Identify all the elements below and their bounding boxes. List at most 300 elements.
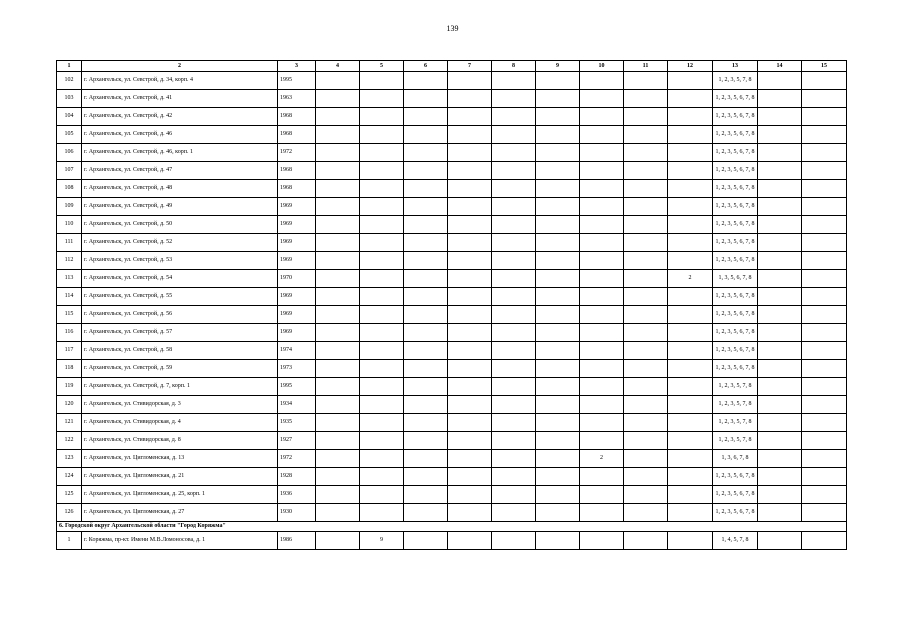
column-9-cell bbox=[536, 468, 580, 486]
column-5-cell bbox=[360, 234, 404, 252]
column-header-3: 3 bbox=[278, 61, 316, 72]
column-12-cell bbox=[668, 234, 713, 252]
column-11-cell bbox=[624, 324, 668, 342]
column-10-cell bbox=[580, 414, 624, 432]
column-13-cell: 1, 2, 3, 5, 7, 8 bbox=[713, 432, 758, 450]
column-5-cell bbox=[360, 90, 404, 108]
column-11-cell bbox=[624, 306, 668, 324]
column-6-cell bbox=[404, 532, 448, 550]
year-cell: 1969 bbox=[278, 216, 316, 234]
column-12-cell bbox=[668, 532, 713, 550]
address-cell: г. Архангельск, ул. Севстрой, д. 55 bbox=[82, 288, 278, 306]
column-12-cell bbox=[668, 216, 713, 234]
column-11-cell bbox=[624, 108, 668, 126]
column-13-cell: 1, 2, 3, 5, 6, 7, 8 bbox=[713, 468, 758, 486]
column-10-cell bbox=[580, 360, 624, 378]
column-12-cell bbox=[668, 360, 713, 378]
year-cell: 1968 bbox=[278, 108, 316, 126]
column-15-cell bbox=[802, 108, 847, 126]
column-9-cell bbox=[536, 324, 580, 342]
column-14-cell bbox=[758, 72, 802, 90]
column-9-cell bbox=[536, 90, 580, 108]
column-5-cell bbox=[360, 162, 404, 180]
column-4-cell bbox=[316, 180, 360, 198]
column-4-cell bbox=[316, 288, 360, 306]
column-11-cell bbox=[624, 198, 668, 216]
address-cell: г. Архангельск, ул. Севстрой, д. 41 bbox=[82, 90, 278, 108]
column-10-cell bbox=[580, 396, 624, 414]
column-7-cell bbox=[448, 414, 492, 432]
column-6-cell bbox=[404, 378, 448, 396]
column-11-cell bbox=[624, 288, 668, 306]
column-15-cell bbox=[802, 252, 847, 270]
column-10-cell bbox=[580, 270, 624, 288]
table-row bbox=[57, 162, 847, 180]
column-5-cell bbox=[360, 486, 404, 504]
year-cell: 1972 bbox=[278, 450, 316, 468]
column-8-cell bbox=[492, 306, 536, 324]
column-4-cell bbox=[316, 72, 360, 90]
column-6-cell bbox=[404, 324, 448, 342]
row-number-cell: 121 bbox=[57, 414, 82, 432]
column-13-cell: 1, 2, 3, 5, 6, 7, 8 bbox=[713, 360, 758, 378]
column-5-cell bbox=[360, 144, 404, 162]
column-12-cell bbox=[668, 180, 713, 198]
table-row bbox=[57, 306, 847, 324]
column-header-14: 14 bbox=[758, 61, 802, 72]
year-cell: 1936 bbox=[278, 486, 316, 504]
column-10-cell bbox=[580, 468, 624, 486]
column-10-cell bbox=[580, 126, 624, 144]
column-13-cell: 1, 2, 3, 5, 6, 7, 8 bbox=[713, 486, 758, 504]
column-11-cell bbox=[624, 162, 668, 180]
column-8-cell bbox=[492, 288, 536, 306]
row-number-cell: 1 bbox=[57, 532, 82, 550]
column-10-cell bbox=[580, 532, 624, 550]
column-14-cell bbox=[758, 342, 802, 360]
column-14-cell bbox=[758, 378, 802, 396]
column-7-cell bbox=[448, 486, 492, 504]
column-4-cell bbox=[316, 360, 360, 378]
column-15-cell bbox=[802, 306, 847, 324]
column-8-cell bbox=[492, 342, 536, 360]
column-6-cell bbox=[404, 504, 448, 522]
column-5-cell bbox=[360, 270, 404, 288]
table-row bbox=[57, 270, 847, 288]
column-5-cell bbox=[360, 360, 404, 378]
column-14-cell bbox=[758, 216, 802, 234]
table-row bbox=[57, 144, 847, 162]
table-row bbox=[57, 216, 847, 234]
column-8-cell bbox=[492, 72, 536, 90]
column-8-cell bbox=[492, 432, 536, 450]
column-13-cell: 1, 2, 3, 5, 6, 7, 8 bbox=[713, 108, 758, 126]
column-12-cell bbox=[668, 162, 713, 180]
column-15-cell bbox=[802, 162, 847, 180]
column-6-cell bbox=[404, 180, 448, 198]
year-cell: 1995 bbox=[278, 378, 316, 396]
year-cell: 1968 bbox=[278, 126, 316, 144]
column-14-cell bbox=[758, 288, 802, 306]
column-header-9: 9 bbox=[536, 61, 580, 72]
column-7-cell bbox=[448, 180, 492, 198]
row-number-cell: 117 bbox=[57, 342, 82, 360]
row-number-cell: 123 bbox=[57, 450, 82, 468]
column-4-cell bbox=[316, 90, 360, 108]
row-number-cell: 103 bbox=[57, 90, 82, 108]
column-5-cell bbox=[360, 252, 404, 270]
column-12-cell bbox=[668, 144, 713, 162]
table-row bbox=[57, 198, 847, 216]
column-8-cell bbox=[492, 252, 536, 270]
column-8-cell bbox=[492, 198, 536, 216]
column-13-cell: 1, 2, 3, 5, 6, 7, 8 bbox=[713, 252, 758, 270]
column-9-cell bbox=[536, 486, 580, 504]
year-cell: 1930 bbox=[278, 504, 316, 522]
table-row bbox=[57, 234, 847, 252]
column-14-cell bbox=[758, 486, 802, 504]
table-row bbox=[57, 324, 847, 342]
column-9-cell bbox=[536, 378, 580, 396]
address-cell: г. Архангельск, ул. Севстрой, д. 49 bbox=[82, 198, 278, 216]
column-8-cell bbox=[492, 324, 536, 342]
column-13-cell: 1, 2, 3, 5, 6, 7, 8 bbox=[713, 216, 758, 234]
column-9-cell bbox=[536, 532, 580, 550]
column-8-cell bbox=[492, 396, 536, 414]
table-row bbox=[57, 108, 847, 126]
column-7-cell bbox=[448, 432, 492, 450]
column-4-cell bbox=[316, 108, 360, 126]
column-15-cell bbox=[802, 378, 847, 396]
address-cell: г. Архангельск, ул. Севстрой, д. 50 bbox=[82, 216, 278, 234]
column-4-cell bbox=[316, 486, 360, 504]
column-5-cell bbox=[360, 432, 404, 450]
column-12-cell bbox=[668, 306, 713, 324]
column-10-cell bbox=[580, 378, 624, 396]
column-header-12: 12 bbox=[668, 61, 713, 72]
column-13-cell: 1, 2, 3, 5, 6, 7, 8 bbox=[713, 504, 758, 522]
column-10-cell bbox=[580, 324, 624, 342]
column-15-cell bbox=[802, 198, 847, 216]
column-5-cell: 9 bbox=[360, 532, 404, 550]
column-13-cell: 1, 2, 3, 5, 6, 7, 8 bbox=[713, 234, 758, 252]
row-number-cell: 112 bbox=[57, 252, 82, 270]
column-14-cell bbox=[758, 162, 802, 180]
column-6-cell bbox=[404, 144, 448, 162]
column-13-cell: 1, 2, 3, 5, 7, 8 bbox=[713, 72, 758, 90]
column-14-cell bbox=[758, 306, 802, 324]
column-5-cell bbox=[360, 216, 404, 234]
column-14-cell bbox=[758, 126, 802, 144]
column-4-cell bbox=[316, 342, 360, 360]
column-7-cell bbox=[448, 90, 492, 108]
row-number-cell: 104 bbox=[57, 108, 82, 126]
column-8-cell bbox=[492, 486, 536, 504]
column-header-4: 4 bbox=[316, 61, 360, 72]
column-12-cell bbox=[668, 90, 713, 108]
column-13-cell: 1, 2, 3, 5, 6, 7, 8 bbox=[713, 342, 758, 360]
year-cell: 1963 bbox=[278, 90, 316, 108]
column-header-11: 11 bbox=[624, 61, 668, 72]
column-8-cell bbox=[492, 180, 536, 198]
section-header-row bbox=[57, 522, 847, 532]
address-cell: г. Архангельск, ул. Севстрой, д. 54 bbox=[82, 270, 278, 288]
column-8-cell bbox=[492, 532, 536, 550]
column-13-cell: 1, 2, 3, 5, 6, 7, 8 bbox=[713, 180, 758, 198]
column-5-cell bbox=[360, 108, 404, 126]
column-14-cell bbox=[758, 324, 802, 342]
column-8-cell bbox=[492, 504, 536, 522]
column-header-5: 5 bbox=[360, 61, 404, 72]
column-6-cell bbox=[404, 90, 448, 108]
column-6-cell bbox=[404, 234, 448, 252]
column-11-cell bbox=[624, 252, 668, 270]
address-cell: г. Архангельск, ул. Севстрой, д. 58 bbox=[82, 342, 278, 360]
column-12-cell bbox=[668, 288, 713, 306]
address-cell: г. Архангельск, ул. Севстрой, д. 46, корп. 1 bbox=[82, 144, 278, 162]
row-number-cell: 120 bbox=[57, 396, 82, 414]
column-15-cell bbox=[802, 450, 847, 468]
row-number-cell: 116 bbox=[57, 324, 82, 342]
column-11-cell bbox=[624, 468, 668, 486]
row-number-cell: 107 bbox=[57, 162, 82, 180]
column-14-cell bbox=[758, 532, 802, 550]
column-10-cell: 2 bbox=[580, 450, 624, 468]
column-7-cell bbox=[448, 216, 492, 234]
column-10-cell bbox=[580, 90, 624, 108]
housing-register-table bbox=[56, 60, 847, 550]
column-15-cell bbox=[802, 342, 847, 360]
column-6-cell bbox=[404, 162, 448, 180]
column-11-cell bbox=[624, 216, 668, 234]
column-9-cell bbox=[536, 252, 580, 270]
column-9-cell bbox=[536, 108, 580, 126]
column-13-cell: 1, 2, 3, 5, 6, 7, 8 bbox=[713, 324, 758, 342]
column-11-cell bbox=[624, 432, 668, 450]
column-10-cell bbox=[580, 162, 624, 180]
table-row bbox=[57, 180, 847, 198]
column-14-cell bbox=[758, 108, 802, 126]
column-header-15: 15 bbox=[802, 61, 847, 72]
column-13-cell: 1, 2, 3, 5, 6, 7, 8 bbox=[713, 162, 758, 180]
row-number-cell: 113 bbox=[57, 270, 82, 288]
table-row bbox=[57, 252, 847, 270]
column-12-cell bbox=[668, 198, 713, 216]
column-14-cell bbox=[758, 252, 802, 270]
column-6-cell bbox=[404, 252, 448, 270]
column-15-cell bbox=[802, 396, 847, 414]
column-13-cell: 1, 2, 3, 5, 6, 7, 8 bbox=[713, 288, 758, 306]
column-8-cell bbox=[492, 126, 536, 144]
column-11-cell bbox=[624, 270, 668, 288]
column-15-cell bbox=[802, 532, 847, 550]
address-cell: г. Архангельск, ул. Севстрой, д. 47 bbox=[82, 162, 278, 180]
column-6-cell bbox=[404, 72, 448, 90]
row-number-cell: 122 bbox=[57, 432, 82, 450]
table-row bbox=[57, 396, 847, 414]
row-number-cell: 102 bbox=[57, 72, 82, 90]
column-6-cell bbox=[404, 396, 448, 414]
column-12-cell bbox=[668, 450, 713, 468]
year-cell: 1969 bbox=[278, 198, 316, 216]
table-row bbox=[57, 532, 847, 550]
address-cell: г. Архангельск, ул. Стивидорская, д. 8 bbox=[82, 432, 278, 450]
column-13-cell: 1, 2, 3, 5, 7, 8 bbox=[713, 396, 758, 414]
column-4-cell bbox=[316, 144, 360, 162]
column-12-cell bbox=[668, 342, 713, 360]
column-11-cell bbox=[624, 234, 668, 252]
row-number-cell: 106 bbox=[57, 144, 82, 162]
column-13-cell: 1, 2, 3, 5, 6, 7, 8 bbox=[713, 90, 758, 108]
row-number-cell: 105 bbox=[57, 126, 82, 144]
column-14-cell bbox=[758, 180, 802, 198]
column-8-cell bbox=[492, 234, 536, 252]
table-row bbox=[57, 486, 847, 504]
year-cell: 1969 bbox=[278, 306, 316, 324]
column-15-cell bbox=[802, 360, 847, 378]
row-number-cell: 124 bbox=[57, 468, 82, 486]
column-8-cell bbox=[492, 378, 536, 396]
column-13-cell: 1, 2, 3, 5, 7, 8 bbox=[713, 378, 758, 396]
address-cell: г. Коряжма, пр-кт. Имени М.В.Ломоносова, д. 1 bbox=[82, 532, 278, 550]
row-number-cell: 126 bbox=[57, 504, 82, 522]
column-7-cell bbox=[448, 378, 492, 396]
column-5-cell bbox=[360, 504, 404, 522]
column-13-cell: 1, 2, 3, 5, 6, 7, 8 bbox=[713, 306, 758, 324]
column-12-cell bbox=[668, 468, 713, 486]
column-15-cell bbox=[802, 144, 847, 162]
column-15-cell bbox=[802, 414, 847, 432]
table-row bbox=[57, 90, 847, 108]
column-4-cell bbox=[316, 450, 360, 468]
column-13-cell: 1, 3, 5, 6, 7, 8 bbox=[713, 270, 758, 288]
column-8-cell bbox=[492, 216, 536, 234]
column-10-cell bbox=[580, 234, 624, 252]
column-9-cell bbox=[536, 270, 580, 288]
year-cell: 1972 bbox=[278, 144, 316, 162]
year-cell: 1968 bbox=[278, 162, 316, 180]
table-row bbox=[57, 288, 847, 306]
column-8-cell bbox=[492, 414, 536, 432]
column-15-cell bbox=[802, 468, 847, 486]
column-4-cell bbox=[316, 234, 360, 252]
column-4-cell bbox=[316, 468, 360, 486]
column-5-cell bbox=[360, 126, 404, 144]
column-header-1: 1 bbox=[57, 61, 82, 72]
column-8-cell bbox=[492, 144, 536, 162]
address-cell: г. Архангельск, ул. Цигломенская, д. 25, корп. 1 bbox=[82, 486, 278, 504]
column-5-cell bbox=[360, 342, 404, 360]
column-6-cell bbox=[404, 342, 448, 360]
column-4-cell bbox=[316, 532, 360, 550]
column-9-cell bbox=[536, 234, 580, 252]
column-5-cell bbox=[360, 324, 404, 342]
column-13-cell: 1, 4, 5, 7, 8 bbox=[713, 532, 758, 550]
column-header-13: 13 bbox=[713, 61, 758, 72]
year-cell: 1969 bbox=[278, 252, 316, 270]
column-9-cell bbox=[536, 198, 580, 216]
year-cell: 1969 bbox=[278, 234, 316, 252]
address-cell: г. Архангельск, ул. Севстрой, д. 59 bbox=[82, 360, 278, 378]
column-6-cell bbox=[404, 414, 448, 432]
column-15-cell bbox=[802, 180, 847, 198]
column-11-cell bbox=[624, 342, 668, 360]
column-9-cell bbox=[536, 162, 580, 180]
column-11-cell bbox=[624, 378, 668, 396]
year-cell: 1934 bbox=[278, 396, 316, 414]
column-5-cell bbox=[360, 468, 404, 486]
column-15-cell bbox=[802, 270, 847, 288]
address-cell: г. Архангельск, ул. Севстрой, д. 46 bbox=[82, 126, 278, 144]
column-9-cell bbox=[536, 414, 580, 432]
column-15-cell bbox=[802, 216, 847, 234]
column-4-cell bbox=[316, 306, 360, 324]
column-14-cell bbox=[758, 144, 802, 162]
column-14-cell bbox=[758, 396, 802, 414]
table-row bbox=[57, 342, 847, 360]
row-number-cell: 109 bbox=[57, 198, 82, 216]
column-7-cell bbox=[448, 288, 492, 306]
address-cell: г. Архангельск, ул. Цигломенская, д. 27 bbox=[82, 504, 278, 522]
column-7-cell bbox=[448, 468, 492, 486]
column-4-cell bbox=[316, 198, 360, 216]
address-cell: г. Архангельск, ул. Севстрой, д. 34, корп. 4 bbox=[82, 72, 278, 90]
column-8-cell bbox=[492, 360, 536, 378]
column-9-cell bbox=[536, 504, 580, 522]
column-5-cell bbox=[360, 180, 404, 198]
column-9-cell bbox=[536, 126, 580, 144]
column-14-cell bbox=[758, 360, 802, 378]
address-cell: г. Архангельск, ул. Севстрой, д. 53 bbox=[82, 252, 278, 270]
address-cell: г. Архангельск, ул. Севстрой, д. 48 bbox=[82, 180, 278, 198]
year-cell: 1986 bbox=[278, 532, 316, 550]
column-10-cell bbox=[580, 306, 624, 324]
column-9-cell bbox=[536, 396, 580, 414]
column-14-cell bbox=[758, 468, 802, 486]
column-5-cell bbox=[360, 306, 404, 324]
column-11-cell bbox=[624, 72, 668, 90]
address-cell: г. Архангельск, ул. Цигломенская, д. 21 bbox=[82, 468, 278, 486]
address-cell: г. Архангельск, ул. Стивидорская, д. 3 bbox=[82, 396, 278, 414]
column-7-cell bbox=[448, 162, 492, 180]
column-9-cell bbox=[536, 450, 580, 468]
column-7-cell bbox=[448, 72, 492, 90]
column-header-8: 8 bbox=[492, 61, 536, 72]
table-row bbox=[57, 360, 847, 378]
column-6-cell bbox=[404, 306, 448, 324]
column-7-cell bbox=[448, 144, 492, 162]
column-7-cell bbox=[448, 108, 492, 126]
column-10-cell bbox=[580, 432, 624, 450]
column-14-cell bbox=[758, 504, 802, 522]
address-cell: г. Архангельск, ул. Севстрой, д. 56 bbox=[82, 306, 278, 324]
column-11-cell bbox=[624, 532, 668, 550]
table-row bbox=[57, 432, 847, 450]
address-cell: г. Архангельск, ул. Севстрой, д. 52 bbox=[82, 234, 278, 252]
year-cell: 1970 bbox=[278, 270, 316, 288]
column-12-cell: 2 bbox=[668, 270, 713, 288]
column-10-cell bbox=[580, 216, 624, 234]
year-cell: 1969 bbox=[278, 324, 316, 342]
column-7-cell bbox=[448, 198, 492, 216]
column-11-cell bbox=[624, 396, 668, 414]
column-9-cell bbox=[536, 180, 580, 198]
column-6-cell bbox=[404, 108, 448, 126]
column-7-cell bbox=[448, 234, 492, 252]
column-15-cell bbox=[802, 288, 847, 306]
column-12-cell bbox=[668, 504, 713, 522]
table-header-row bbox=[57, 61, 847, 72]
